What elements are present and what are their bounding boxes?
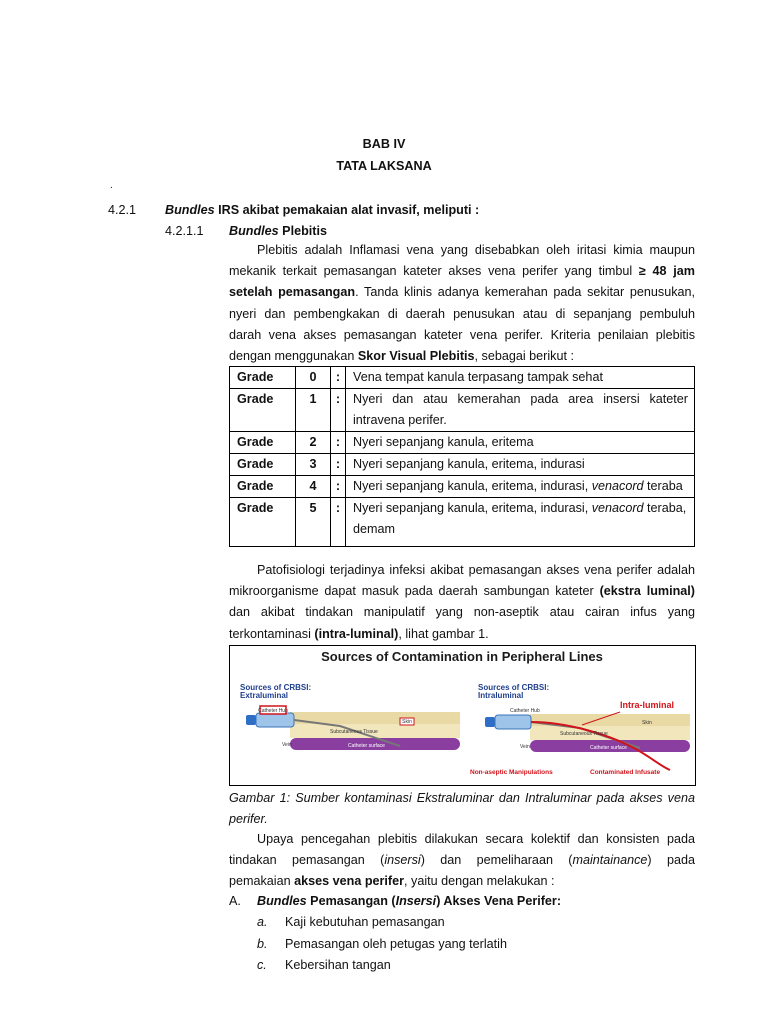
left-catheter-cap	[246, 715, 256, 725]
right-hub-label: Catheter Hub	[510, 708, 540, 714]
right-catheter-cap	[485, 717, 495, 727]
chapter-heading: BAB IV	[362, 137, 406, 151]
subsection-title: Bundles Plebitis	[229, 224, 327, 238]
list-item: c. Kebersihan tangan	[257, 958, 391, 972]
contamination-diagram	[230, 646, 695, 785]
paragraph-prevention: Upaya pencegahan plebitis dilakukan secara kolektif dan konsisten pada tindakan pemasangan (insersi) dan pemeliharaan (maintainance) pada pemakaian akses vena perifer, yaitu dengan melakukan :	[229, 832, 695, 889]
left-catheter-hub	[256, 713, 294, 727]
right-subcutaneous-label: Subcutaneous Tissue	[560, 731, 608, 737]
table-row: Grade 0 : Vena tempat kanula terpasang tampak sehat	[230, 367, 695, 389]
right-heading-2: Intraluminal	[478, 691, 524, 700]
paragraph-plebitis: Plebitis adalah Inflamasi vena yang disebabkan oleh iritasi kimia maupun mekanik terkait pemasangan kateter akses vena perifer yang timbul ≥ 48 jam setelah pemasangan. Tanda klinis adanya kemerahan pada sekitar penusukan, nyeri dan pembengkakan di daerah penusukan atau di sepanjang pembuluh darah vena akses pemasangan kateter vena perifer. Kriteria penilaian plebitis dengan menggunakan Skor Visual Plebitis, sebagai berikut :	[229, 243, 695, 364]
right-catheter-hub	[495, 715, 531, 729]
table-row: Grade 3 : Nyeri sepanjang kanula, eritema, indurasi	[230, 454, 695, 476]
left-vein-label: Vein	[282, 742, 292, 748]
paragraph-pathophysiology: Patofisiologi terjadinya infeksi akibat pemasangan akses vena perifer adalah mikroorganisme dapat masuk pada daerah sambungan kateter (ekstra luminal) dan akibat tindakan manipulatif yang non-aseptik atau cairan infus yang terkontaminasi (intra-luminal), lihat gambar 1.	[229, 563, 695, 641]
list-heading: Bundles Pemasangan (Insersi) Akses Vena Perifer:	[257, 894, 562, 908]
right-vein-label: Vein	[520, 744, 530, 750]
left-subcutaneous-label: Subcutaneous Tissue	[330, 729, 378, 735]
chapter-title: TATA LAKSANA	[336, 159, 432, 173]
section-title: Bundles IRS akibat pemakaian alat invasif, meliputi :	[165, 203, 480, 217]
non-aseptic-label: Non-aseptic Manipulations	[470, 769, 553, 776]
subsection-number: 4.2.1.1	[165, 224, 204, 238]
right-heading-1: Sources of CRBSI:	[478, 683, 550, 692]
contaminated-label: Contaminated Infusate	[590, 769, 661, 776]
left-heading-2: Extraluminal	[240, 691, 289, 700]
left-hub-label: Catheter Hub	[258, 708, 288, 714]
phlebitis-score-table	[229, 366, 695, 547]
left-skin-label: Skin	[402, 719, 412, 725]
left-heading-1: Sources of CRBSI:	[240, 683, 312, 692]
table-row: Grade 4 : Nyeri sepanjang kanula, eritema, indurasi, venacord teraba	[230, 476, 695, 498]
stray-dot: .	[110, 180, 113, 191]
section-number: 4.2.1	[108, 203, 137, 217]
table-row: Grade 5 : Nyeri sepanjang kanula, eritema, indurasi, venacord teraba, demam	[230, 498, 695, 547]
contamination-figure	[229, 645, 696, 786]
right-skin-label: Skin	[642, 720, 652, 726]
list-heading-letter: A.	[229, 894, 241, 908]
intra-luminal-label: Intra-luminal	[620, 700, 675, 710]
list-item: a. Kaji kebutuhan pemasangan	[257, 915, 445, 929]
figure-title: Sources of Contamination in Peripheral Lines	[321, 649, 603, 664]
list-item: b. Pemasangan oleh petugas yang terlatih	[257, 937, 507, 951]
left-surface-label: Catheter surface	[348, 743, 385, 749]
right-surface-label: Catheter surface	[590, 745, 627, 751]
figure-caption: Gambar 1: Sumber kontaminasi Ekstraluminar dan Intraluminar pada akses vena perifer.	[229, 791, 695, 826]
table-row: Grade 1 : Nyeri dan atau kemerahan pada area insersi kateter intravena perifer.	[230, 389, 695, 432]
table-row: Grade 2 : Nyeri sepanjang kanula, eritema	[230, 432, 695, 454]
